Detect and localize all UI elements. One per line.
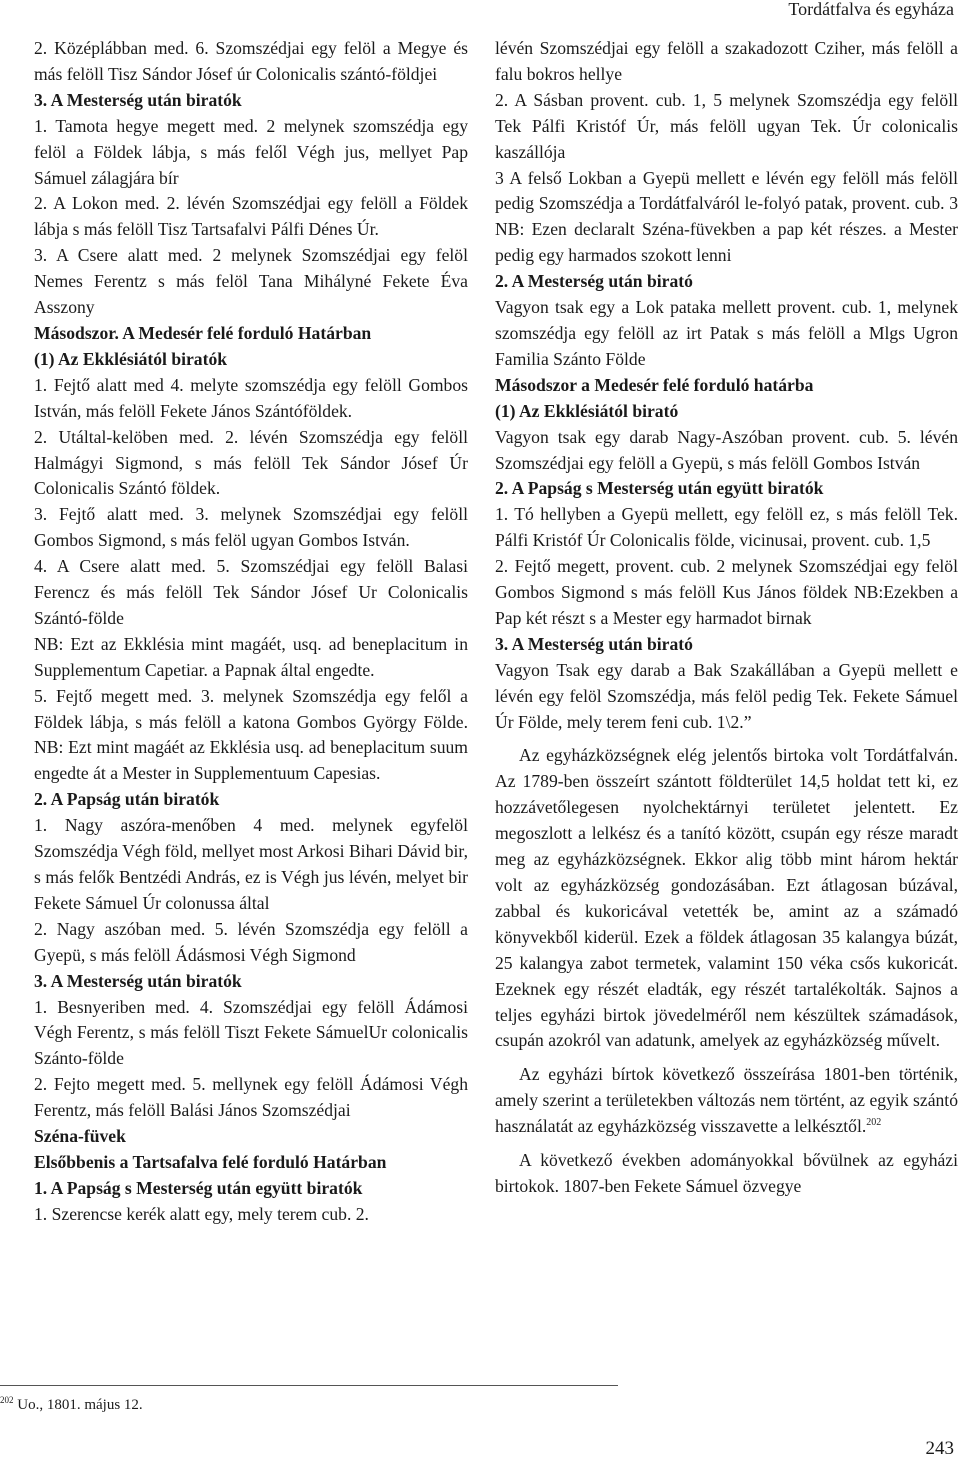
paragraph-text: Másodszor a Medesér felé forduló határba	[495, 374, 814, 395]
paragraph-text: Az egyházközségnek elég jelentős birtoka volt Tordátfalván. Az 1789-ben összeírt szántott földterület 14,5 holdat tett ki, ez hozzávetőlegesen nyolchektárnyi területet jelentett. Ez megoszlott a lelkész és a tanító között, csupán egy része maradt meg az egyházközségnek. Ekkor alig több mint három hektár volt az egyházközség gondozásában. Ezt átlagosan búzával, zabbal és kukoricával vetették be, amint az a számadó könyvekből kiderül. Ezek a földek átlagosan 35 kalangya búzát, 25 kalangya zabot termetek, valamint 150 véka csős kukoricát. Ezeknek egy részét eladták, egy részét tartalékolták. Sajnos a teljes egyházi birtok jövedelméről nem készültek számadások, csupán azokról van adatunk, amelyek az egyházközség művelt.	[495, 745, 958, 1051]
section-heading	[34, 969, 468, 995]
right-column	[495, 36, 958, 1200]
paragraph	[34, 425, 468, 503]
paragraph-text: 5. Fejtő megett med. 3. melynek Szomszédja egy felől a Földek lábja, s más felöll a katona Gombos György Földe. NB: Ezt mint magáét az Ekklésia usq. ad beneplacitum suum engedte át a Mester in Supplementuum Capesias.	[34, 685, 468, 784]
paragraph	[34, 36, 468, 88]
section-heading	[34, 1124, 468, 1150]
paragraph-text: 3. A Mesterség után biratók	[34, 89, 242, 110]
paragraph	[495, 502, 958, 554]
paragraph-text: 4. A Csere alatt med. 5. Szomszédjai egy felöll Balasi Ferencz és más felöll Tek Sándor Jósef Ur Colonicalis Szántó-földe	[34, 556, 468, 628]
paragraph-text: 1. Nagy aszóra-menőben 4 med. melynek egyfelöl Szomszédja Végh föld, mellyet most Arkosi Bihari Dávid bir, s más felők Bentzédi András, ez is Végh jus lévén, melyet bir Fekete Sámuel Úr colonussa által	[34, 815, 468, 913]
paragraph	[34, 917, 468, 969]
paragraph-text: Vagyon Tsak egy darab a Bak Szakállában a Gyepü mellett e lévén egy felöl Szomszédja, más felöl pedig Tek. Fekete Sámuel Úr Földe, mely terem feni cub. 1\2.”	[495, 659, 958, 732]
footnote-text: Uo., 1801. május 12.	[17, 1397, 143, 1413]
paragraph	[34, 502, 468, 554]
paragraph-text: (1) Az Ekklésiától biratók	[34, 348, 228, 369]
paragraph	[495, 36, 958, 88]
footnote-number: 202	[0, 1395, 14, 1405]
paragraph-text: Másodszor. A Medesér felé forduló Határban	[34, 322, 372, 343]
section-heading	[34, 347, 468, 373]
paragraph-text: 2. A Papság után biratók	[34, 789, 220, 810]
section-heading	[34, 1150, 468, 1176]
footnote-rule	[0, 1385, 618, 1386]
section-heading	[495, 373, 958, 399]
paragraph-text: 2. A Sásban provent. cub. 1, 5 melynek Szomszédja egy felöll Tek Pálfi Kristóf Úr, más felöll ugyan Tek. Úr colonicalis kaszállója	[495, 89, 958, 162]
paragraph	[495, 425, 958, 477]
left-column	[34, 36, 468, 1228]
paragraph-text: 1. Besnyeriben med. 4. Szomszédjai egy felöll Ádámosi Végh Ferentz, s más felöll Tiszt Fekete SámuelUr colonicalis Szánto-földe	[34, 996, 468, 1069]
paragraph-text: 1. Tó hellyben a Gyepü mellett, egy felöll ez, s más felöll Tek. Pálfi Kristóf Úr Colonicalis földe, vicinusai, provent. cub. 1,5	[495, 504, 958, 551]
paragraph-text: 2. Nagy aszóban med. 5. lévén Szomszédja egy felöll a Gyepü, s más felöll Ádásmosi Végh Sigmond	[34, 918, 468, 965]
section-heading	[34, 88, 468, 114]
paragraph	[495, 554, 958, 632]
paragraph-text: NB: Ezt az Ekklésia mint magáét, usq. ad beneplacitum in Supplementum Capetiar. a Papnak által engedte.	[34, 633, 468, 680]
paragraph-text: 2. Fejto megett med. 5. mellynek egy felöll Ádámosi Végh Ferentz, más felöll Balási János Szomszédjai	[34, 1074, 468, 1121]
paragraph	[34, 191, 468, 243]
paragraph	[34, 813, 468, 917]
paragraph-text: 3. A Mesterség után birató	[495, 633, 693, 654]
paragraph-text: 3. A Csere alatt med. 2 melynek Szomszédjai egy felöl Nemes Ferentz s más felöl Tana Mihályné Fekete Éva Asszony	[34, 245, 468, 318]
paragraph	[495, 658, 958, 736]
section-heading	[34, 321, 468, 347]
paragraph-text: Vagyon tsak egy darab Nagy-Aszóban provent. cub. 5. lévén Szomszédjai egy felöll a Gyepü, s más felöll Gombos István	[495, 426, 958, 473]
paragraph-text: 3. A Mesterség után biratók	[34, 970, 242, 991]
paragraph-text: 3 A felső Lokban a Gyepü mellett e lévén egy felöll más felöll pedig Szomszédja a Tordátfalváról le-folyó patak, provent. cub. 3 NB: Ezen declaralt Széna-füvekben a pap két részes. a Mester pedig egy harmados szokott lenni	[495, 167, 958, 266]
paragraph	[34, 114, 468, 192]
paragraph-text: Az egyházi bírtok következő összeírása 1801-ben történik, amely szerint a területekben változás nem történt, az egyik szántó használatát az egyházközség visszavette a lelkésztől.	[495, 1064, 958, 1137]
paragraph-text: 1. Tamota hegye megett med. 2 melynek szomszédja egy felöl a Földek lábja, s más felől Végh jus, mellyet Pap Sámuel zálagjára bír	[34, 115, 468, 188]
paragraph	[34, 243, 468, 321]
paragraph	[495, 1062, 958, 1140]
paragraph	[34, 554, 468, 632]
paragraph-text: A következő években adományokkal bővülnek az egyházi birtokok. 1807-ben Fekete Sámuel özvegye	[495, 1150, 958, 1196]
paragraph-text: 2. Középlábban med. 6. Szomszédjai egy felöl a Megye és más felöll Tisz Sándor Jósef úr Colonicalis szántó-földjei	[34, 38, 468, 84]
paragraph-text: 2. A Papság s Mesterség után együtt biratók	[495, 478, 824, 499]
paragraph-text: Vagyon tsak egy a Lok pataka mellett provent. cub. 1, melynek szomszédja egy felöll az irt Patak s más felöll a Mlgs Ugron Familia Szánto Földe	[495, 297, 958, 369]
footnote-reference: 202	[866, 1117, 882, 1129]
paragraph	[34, 1202, 468, 1228]
section-heading	[495, 476, 958, 502]
paragraph	[34, 995, 468, 1073]
footnote	[0, 1395, 143, 1415]
paragraph-text: 1. Szerencse kerék alatt egy, mely terem cub. 2.	[34, 1203, 369, 1224]
paragraph	[495, 295, 958, 373]
paragraph	[34, 632, 468, 684]
paragraph-text: 1. Fejtő alatt med 4. melyte szomszédja egy felöll Gombos István, más felöll Fekete János Szántóföldek.	[34, 374, 468, 421]
paragraph-text: 2. Fejtő megett, provent. cub. 2 melynek Szomszédjai egy felöl Gombos Sigmond s más felöll Kus János földek NB:Ezekben a Pap két részt s a Mester egy harmadot birnak	[495, 556, 958, 628]
paragraph	[495, 166, 958, 270]
paragraph	[495, 88, 958, 166]
page-number: 243	[925, 1438, 954, 1459]
section-heading	[495, 632, 958, 658]
paragraph-text: 2. Utáltal-kelöben med. 2. lévén Szomszédja egy felöll Halmágyi Sigmond, s más felöll Tek Sándor Jósef Úr Colonicalis Szántó földek.	[34, 426, 468, 499]
paragraph-text: 2. A Mesterség után birató	[495, 271, 693, 292]
section-heading	[34, 1176, 468, 1202]
paragraph-text: (1) Az Ekklésiától birató	[495, 400, 679, 421]
paragraph-text: Elsőbbenis a Tartsafalva felé forduló Határban	[34, 1151, 387, 1172]
paragraph	[34, 373, 468, 425]
paragraph	[34, 684, 468, 788]
running-header: Tordátfalva és egyháza	[788, 0, 954, 19]
section-heading	[495, 269, 958, 295]
paragraph-text: Széna-füvek	[34, 1126, 126, 1147]
paragraph-text: 1. A Papság s Mesterség után együtt biratók	[34, 1177, 363, 1198]
paragraph-text: 2. A Lokon med. 2. lévén Szomszédjai egy felöll a Földek lábja s más felöll Tisz Tartsafalvi Pálfi Dénes Úr.	[34, 193, 468, 240]
section-heading	[495, 399, 958, 425]
section-heading	[34, 787, 468, 813]
paragraph	[495, 1148, 958, 1200]
paragraph-text: lévén Szomszédjai egy felöll a szakadozott Cziher, más felöll a falu bokros hellye	[495, 38, 958, 84]
paragraph-text: 3. Fejtő alatt med. 3. melynek Szomszédjai egy felöll Gombos Sigmond, s más felöl ugyan Gombos István.	[34, 504, 468, 551]
paragraph	[495, 743, 958, 1054]
paragraph	[34, 1072, 468, 1124]
